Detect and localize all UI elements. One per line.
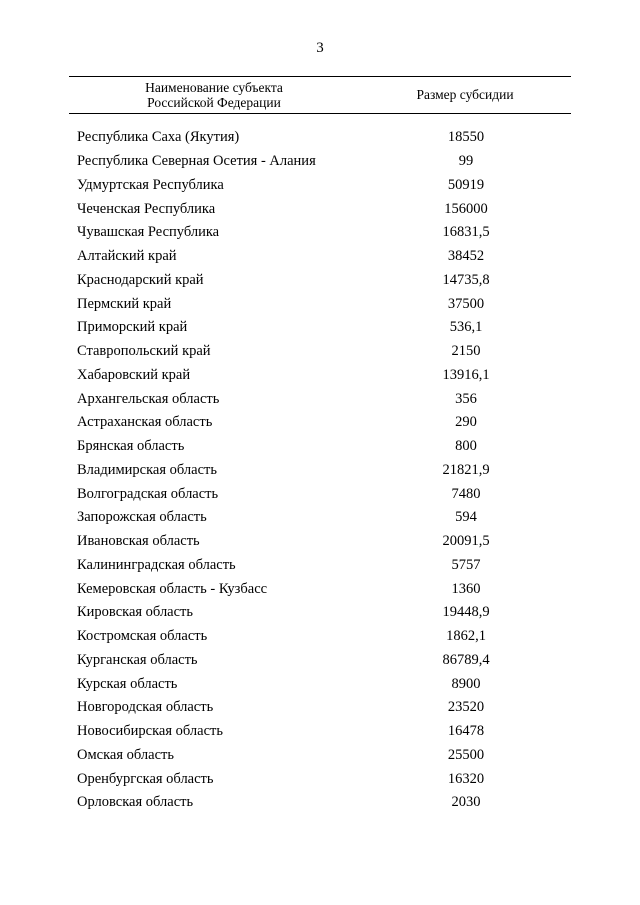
subsidy-value: 13916,1 <box>442 366 490 383</box>
subsidy-value: 19448,9 <box>442 604 490 621</box>
subsidy-value: 5757 <box>451 556 481 573</box>
region-name: Ставропольский край <box>77 343 211 360</box>
table-row <box>0 482 640 506</box>
subsidy-value: 38452 <box>447 248 485 265</box>
table-row <box>0 530 640 554</box>
header-subsidy-column: Размер субсидии <box>416 87 514 102</box>
table-row <box>0 625 640 649</box>
table-row <box>0 696 640 720</box>
region-name: Брянская область <box>77 438 185 455</box>
subsidy-value: 14735,8 <box>442 271 490 288</box>
region-name: Новгородская область <box>77 699 214 716</box>
region-name: Орловская область <box>77 794 194 811</box>
subsidy-value: 37500 <box>447 295 485 312</box>
subsidy-value: 23520 <box>447 699 485 716</box>
region-name: Запорожская область <box>77 509 207 526</box>
subsidy-value: 800 <box>455 438 477 455</box>
table-row <box>0 601 640 625</box>
subsidy-value: 536,1 <box>449 319 483 336</box>
table-row <box>0 126 640 150</box>
subsidy-value: 290 <box>455 414 477 431</box>
subsidy-value: 16831,5 <box>442 224 490 241</box>
table-row <box>0 221 640 245</box>
subsidy-value: 1862,1 <box>446 628 486 645</box>
subsidy-value: 8900 <box>451 675 481 692</box>
subsidy-value: 16320 <box>447 770 485 787</box>
table-row <box>0 672 640 696</box>
region-name: Кировская область <box>77 604 194 621</box>
subsidy-value: 86789,4 <box>442 651 490 668</box>
subsidy-value: 1360 <box>451 580 481 597</box>
subsidy-value: 16478 <box>447 723 485 740</box>
region-name: Курская область <box>77 675 178 692</box>
table-row <box>0 767 640 791</box>
subsidy-value: 18550 <box>447 129 485 146</box>
table-row <box>0 554 640 578</box>
region-name: Пермский край <box>77 295 172 312</box>
region-name: Владимирская область <box>77 461 217 478</box>
region-name: Волгоградская область <box>77 485 219 502</box>
subsidy-value: 156000 <box>444 200 488 217</box>
region-name: Алтайский край <box>77 248 177 265</box>
table-row <box>0 174 640 198</box>
subsidy-value: 20091,5 <box>442 533 490 550</box>
table-row <box>0 292 640 316</box>
subsidy-value: 21821,9 <box>442 461 490 478</box>
region-name: Ивановская область <box>77 533 200 550</box>
subsidy-value: 2030 <box>451 794 481 811</box>
region-name: Приморский край <box>77 319 188 336</box>
region-name: Кемеровская область - Кузбасс <box>77 580 268 597</box>
region-name: Чеченская Республика <box>77 200 216 217</box>
table-row <box>0 197 640 221</box>
table-row <box>0 435 640 459</box>
region-name: Республика Северная Осетия - Алания <box>77 153 316 170</box>
table-row <box>0 720 640 744</box>
table-row <box>0 150 640 174</box>
page-number: 3 <box>316 40 324 56</box>
table-row <box>0 577 640 601</box>
subsidy-value: 25500 <box>447 746 485 763</box>
subsidy-value: 2150 <box>451 343 481 360</box>
region-name: Оренбургская область <box>77 770 214 787</box>
region-name: Новосибирская область <box>77 723 223 740</box>
table-row <box>0 791 640 815</box>
table-body <box>0 126 640 815</box>
region-name: Удмуртская Республика <box>77 176 224 193</box>
region-name: Курганская область <box>77 651 198 668</box>
table-row <box>0 411 640 435</box>
table-row <box>0 744 640 768</box>
table-row <box>0 387 640 411</box>
region-name: Калининградская область <box>77 556 236 573</box>
subsidy-value: 356 <box>455 390 477 407</box>
subsidy-value: 594 <box>455 509 477 526</box>
table-row <box>0 459 640 483</box>
header-region-column <box>69 77 359 113</box>
region-name: Хабаровский край <box>77 366 191 383</box>
region-name: Омская область <box>77 746 174 763</box>
table-row <box>0 506 640 530</box>
header-region-line1: Наименование субъекта <box>145 80 283 95</box>
table-row <box>0 364 640 388</box>
table-row <box>0 340 640 364</box>
table-row <box>0 269 640 293</box>
table-row <box>0 245 640 269</box>
region-name: Республика Саха (Якутия) <box>77 129 240 146</box>
table-row <box>0 649 640 673</box>
subsidy-value: 50919 <box>447 176 485 193</box>
region-name: Чувашская Республика <box>77 224 220 241</box>
table-header <box>69 76 571 114</box>
subsidy-value: 99 <box>458 153 474 170</box>
region-name: Астраханская область <box>77 414 213 431</box>
region-name: Архангельская область <box>77 390 220 407</box>
subsidy-value: 7480 <box>451 485 481 502</box>
region-name: Костромская область <box>77 628 208 645</box>
header-region-line2: Российской Федерации <box>147 95 281 110</box>
region-name: Краснодарский край <box>77 271 204 288</box>
table-row <box>0 316 640 340</box>
